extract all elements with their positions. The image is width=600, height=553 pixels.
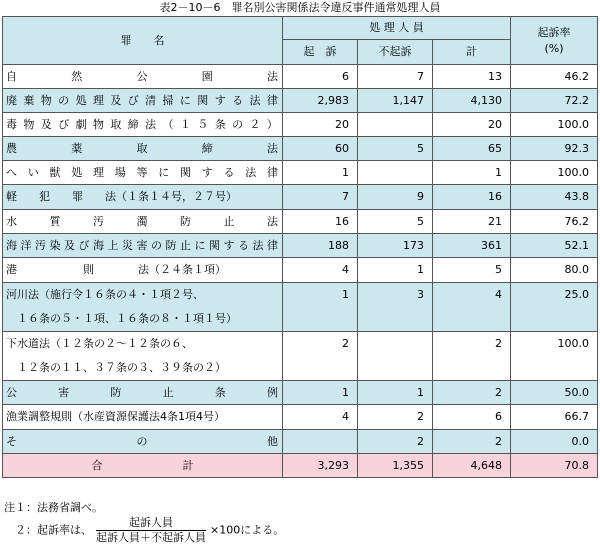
crime-name-cell: へ い 獣 処 理 場 等 に 関 す る 法 律: [3, 161, 283, 185]
crime-name-cell: 廃 棄 物 の 処 理 及 び 清 掃 に 関 す る 法 律: [3, 89, 283, 113]
crime-name-cell: 軽 犯 罪 法（１条１４号，２７号）: [3, 185, 283, 210]
non-cell: 1: [358, 381, 433, 405]
rate-cell: 76.2: [511, 210, 598, 234]
table-row: [3, 258, 598, 283]
total-cell: 16: [433, 185, 511, 210]
crime-name-cell: 海 洋 汚 染 及 び 海 上 災 害 の 防 止 に 関 す る 法 律: [3, 234, 283, 258]
total-cell: 20: [433, 113, 511, 137]
crime-name-cell: 公 害 防 止 条 例: [3, 381, 283, 405]
table-row: [3, 65, 598, 89]
table-row: [3, 113, 598, 137]
indict-cell: 6: [283, 65, 358, 89]
rate-cell: 100.0: [511, 113, 598, 137]
table-row: [3, 185, 598, 210]
indict-cell: 16: [283, 210, 358, 234]
total-cell: 21: [433, 210, 511, 234]
crime-name-cell: そ の 他: [3, 430, 283, 454]
header-processed: 処 理 人 員: [283, 17, 511, 40]
header-nonindict: 不起訴: [358, 40, 433, 65]
indict-cell: 2: [283, 332, 358, 381]
total-cell: 4: [433, 283, 511, 332]
indict-cell: 1: [283, 381, 358, 405]
indict-cell: 20: [283, 113, 358, 137]
crime-name-cell: 漁業調整規則（水産資源保護法4条1項4号）: [3, 405, 283, 430]
header-indict: 起 訴: [283, 40, 358, 65]
total-cell: 5: [433, 258, 511, 283]
table-row: [3, 89, 598, 113]
non-cell: 7: [358, 65, 433, 89]
table-row: [3, 405, 598, 430]
rate-cell: 92.3: [511, 137, 598, 161]
indict-cell: 4: [283, 405, 358, 430]
rate-cell: 100.0: [511, 332, 598, 381]
total-indict-cell: 3,293: [283, 454, 358, 478]
total-row: [3, 454, 598, 478]
total-rate-cell: 70.8: [511, 454, 598, 478]
data-table: [2, 16, 598, 478]
total-label-cell: 合 計: [3, 454, 283, 478]
indict-cell: 4: [283, 258, 358, 283]
table-title: 表2－10－6 罪名別公害関係法令違反事件通常処理人員: [159, 1, 441, 14]
table-row: [3, 381, 598, 405]
rate-cell: 72.2: [511, 89, 598, 113]
total-non-cell: 1,355: [358, 454, 433, 478]
non-cell: 9: [358, 185, 433, 210]
crime-name-cell: 下水道法（１２条の２～１２条の６、 １２条の１１、３７条の３、３９条の２）: [3, 332, 283, 381]
note-2: ２：起訴率は、 $\frac{\text{起訴人員}}{\text{起訴人員＋不起訴人員}}$ ×100による。: [4, 516, 285, 544]
rate-cell: 50.0: [511, 381, 598, 405]
table-row: [3, 210, 598, 234]
crime-name-cell: 農 薬 取 締 法: [3, 137, 283, 161]
header-crime: 罪 名: [3, 17, 283, 65]
total-cell: 2: [433, 430, 511, 454]
non-cell: 3: [358, 283, 433, 332]
rate-cell: 46.2: [511, 65, 598, 89]
total-cell: 1: [433, 161, 511, 185]
total-cell: 361: [433, 234, 511, 258]
indict-cell: 7: [283, 185, 358, 210]
notes: [4, 500, 594, 545]
rate-cell: 0.0: [511, 430, 598, 454]
table-row: [3, 430, 598, 454]
rate-cell: 100.0: [511, 161, 598, 185]
total-cell: 2: [433, 381, 511, 405]
non-cell: 5: [358, 137, 433, 161]
crime-name-cell: 毒 物 及 び 劇 物 取 締 法 （ １ ５ 条 の ２ ）: [3, 113, 283, 137]
table-row: [3, 137, 598, 161]
rate-formula: $\frac{\text{起訴人員}}{\text{起訴人員＋不起訴人員}}$: [96, 516, 206, 544]
note-1: 注１：法務省調べ。: [4, 501, 103, 514]
table-row: [3, 234, 598, 258]
crime-name-cell: 自 然 公 園 法: [3, 65, 283, 89]
header-total: 計: [433, 40, 511, 65]
non-cell: 1: [358, 258, 433, 283]
total-cell: 65: [433, 137, 511, 161]
table-row: [3, 283, 598, 332]
rate-cell: 66.7: [511, 405, 598, 430]
rate-cell: 80.0: [511, 258, 598, 283]
non-cell: [358, 161, 433, 185]
total-cell: 6: [433, 405, 511, 430]
header-rate: 起訴率 (%): [511, 17, 598, 65]
total-cell: 13: [433, 65, 511, 89]
indict-cell: [283, 430, 358, 454]
table-row: [3, 332, 598, 381]
non-cell: [358, 332, 433, 381]
indict-cell: 2,983: [283, 89, 358, 113]
non-cell: 1,147: [358, 89, 433, 113]
rate-cell: 25.0: [511, 283, 598, 332]
indict-cell: 188: [283, 234, 358, 258]
crime-name-cell: 水 質 汚 濁 防 止 法: [3, 210, 283, 234]
total-total-cell: 4,648: [433, 454, 511, 478]
total-cell: 2: [433, 332, 511, 381]
table-row: [3, 161, 598, 185]
rate-cell: 52.1: [511, 234, 598, 258]
non-cell: 173: [358, 234, 433, 258]
non-cell: [358, 113, 433, 137]
rate-cell: 43.8: [511, 185, 598, 210]
non-cell: 2: [358, 405, 433, 430]
indict-cell: 1: [283, 161, 358, 185]
indict-cell: 60: [283, 137, 358, 161]
total-cell: 4,130: [433, 89, 511, 113]
non-cell: 5: [358, 210, 433, 234]
crime-name-cell: 河川法（施行令１６条の４・１項２号、 １６条の５・１項、１６条の８・１項１号）: [3, 283, 283, 332]
non-cell: 2: [358, 430, 433, 454]
crime-name-cell: 港 則 法（２４条１項）: [3, 258, 283, 283]
indict-cell: 1: [283, 283, 358, 332]
